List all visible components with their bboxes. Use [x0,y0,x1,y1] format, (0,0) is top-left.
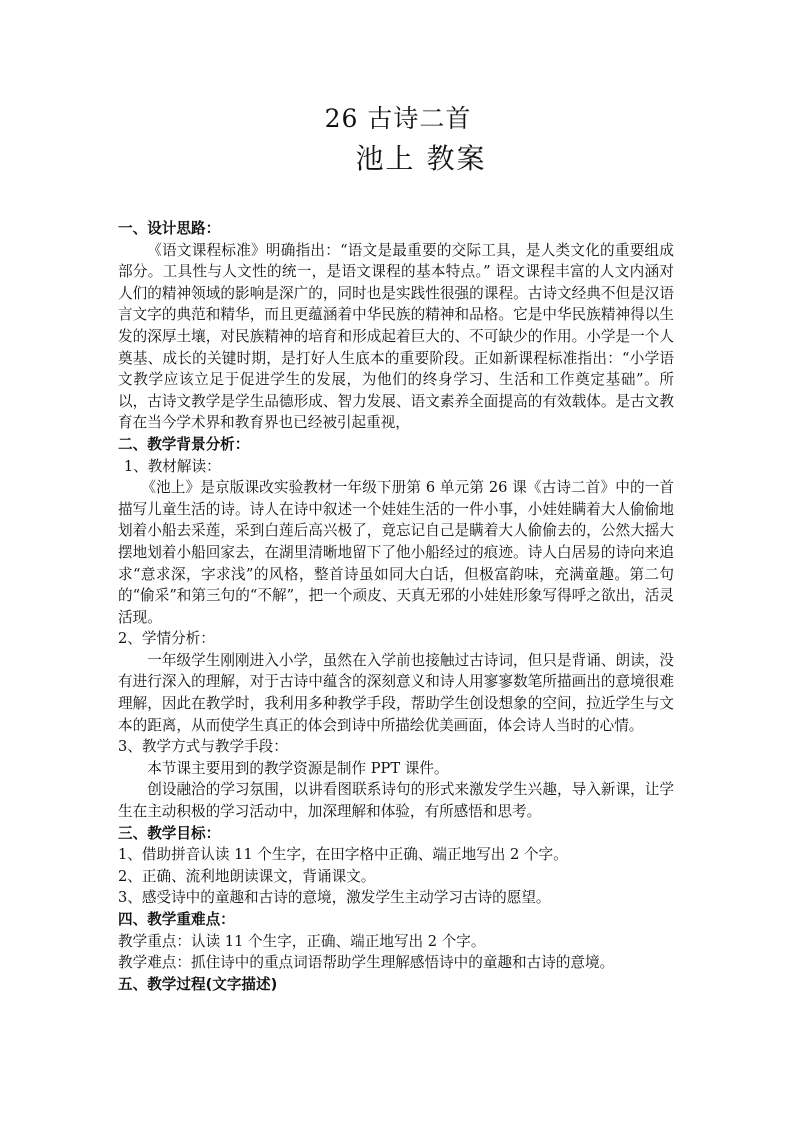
paragraph-methods: 创设融洽的学习氛围，以讲看图联系诗句的形式来激发学生兴趣，导入新课，让学生在主动积极的学习活动中，加深理解和体验，有所感悟和思考。 [118,781,674,821]
section-heading-process: 五、教学过程(文字描述) [118,975,278,993]
title-block [0,100,794,180]
subheading-textbook: 1、教材解读： [123,457,221,475]
goal-item: 3、感受诗中的童趣和古诗的意境，激发学生主动学习古诗的愿望。 [118,889,551,907]
paragraph-students: 一年级学生刚刚进入小学，虽然在入学前也接触过古诗词，但只是背诵、朗读，没有进行深入的理解，对于古诗中蕴含的深刻意义和诗人用寥寥数笔所描画出的意境很难理解，因此在教学时，我利用多种教学手段，帮助学生创设想象的空间，拉近学生与文本的距离，从而使学生真正的体会到诗中所描绘优美画面，体会诗人当时的心情。 [118,651,674,734]
keypoint-item: 教学难点：抓住诗中的重点词语帮助学生理解感悟诗中的童趣和古诗的意境。 [118,954,615,972]
subheading-students: 2、学情分析： [118,630,215,648]
paragraph-resources: 本节课主要用到的教学资源是制作 PPT 课件。 [147,759,449,777]
subheading-methods: 3、教学方式与教学手段： [118,738,288,756]
paragraph-textbook: 《池上》是京版课改实验教材一年级下册第 6 单元第 26 课《古诗二首》中的一首描写儿童生活的诗。诗人在诗中叙述一个娃娃生活的一件小事，小娃娃瞒着大人偷偷地划着小船去采莲，采到白莲后高兴极了，竟忘记自己是瞒着大人偷偷去的，公然大摇大摆地划着小船回家去，在湖里清晰地留下了他小船经过的痕迹。诗人白居易的诗向来追求“意求深，字求浅”的风格，整首诗虽如同大白话，但极富韵味，充满童趣。第二句的“偷采”和第三句的“不解”，把一个顽皮、天真无邪的小娃娃形象写得呼之欲出，活灵活现。 [118,479,674,626]
section-heading-background: 二、教学背景分析： [118,435,250,453]
lesson-subtitle: 池上 教案 [355,142,487,175]
document-body [118,218,674,995]
paragraph-design-idea: 《语文课程标准》明确指出：“语文是最重要的交际工具，是人类文化的重要组成部分。工具性与人文性的统一，是语文课程的基本特点。” 语文课程丰富的人文内涵对人们的精神领域的影响是深广的，同时也是实践性很强的课程。古诗文经典不但是汉语言文字的典范和精华，而且更蕴涵着中华民族的精神和品格。它是中华民族精神得以生发的深厚土壤，对民族精神的培育和形成起着巨大的、不可缺少的作用。小学是一个人奠基、成长的关键时期，是打好人生底本的重要阶段。正如新课程标准指出：“小学语文教学应该立足于促进学生的发展，为他们的终身学习、生活和工作奠定基础”。所以，古诗文教学是学生品德形成、智力发展、语文素养全面提高的有效载体。是古文教育在当今学术界和教育界也已经被引起重视， [118,241,674,432]
goal-item: 2、正确、流利地朗读课文，背诵课文。 [118,867,376,885]
section-heading-design: 一、设计思路： [118,220,221,237]
goal-item: 1、借助拼音认读 11 个生字，在田字格中正确、端正地写出 2 个字。 [118,846,568,864]
lesson-title: 26 古诗二首 [324,104,472,133]
section-heading-keypoints: 四、教学重难点： [118,911,235,928]
keypoint-item: 教学重点：认读 11 个生字，正确、端正地写出 2 个字。 [118,932,486,950]
section-heading-goals: 三、教学目标： [118,824,221,842]
